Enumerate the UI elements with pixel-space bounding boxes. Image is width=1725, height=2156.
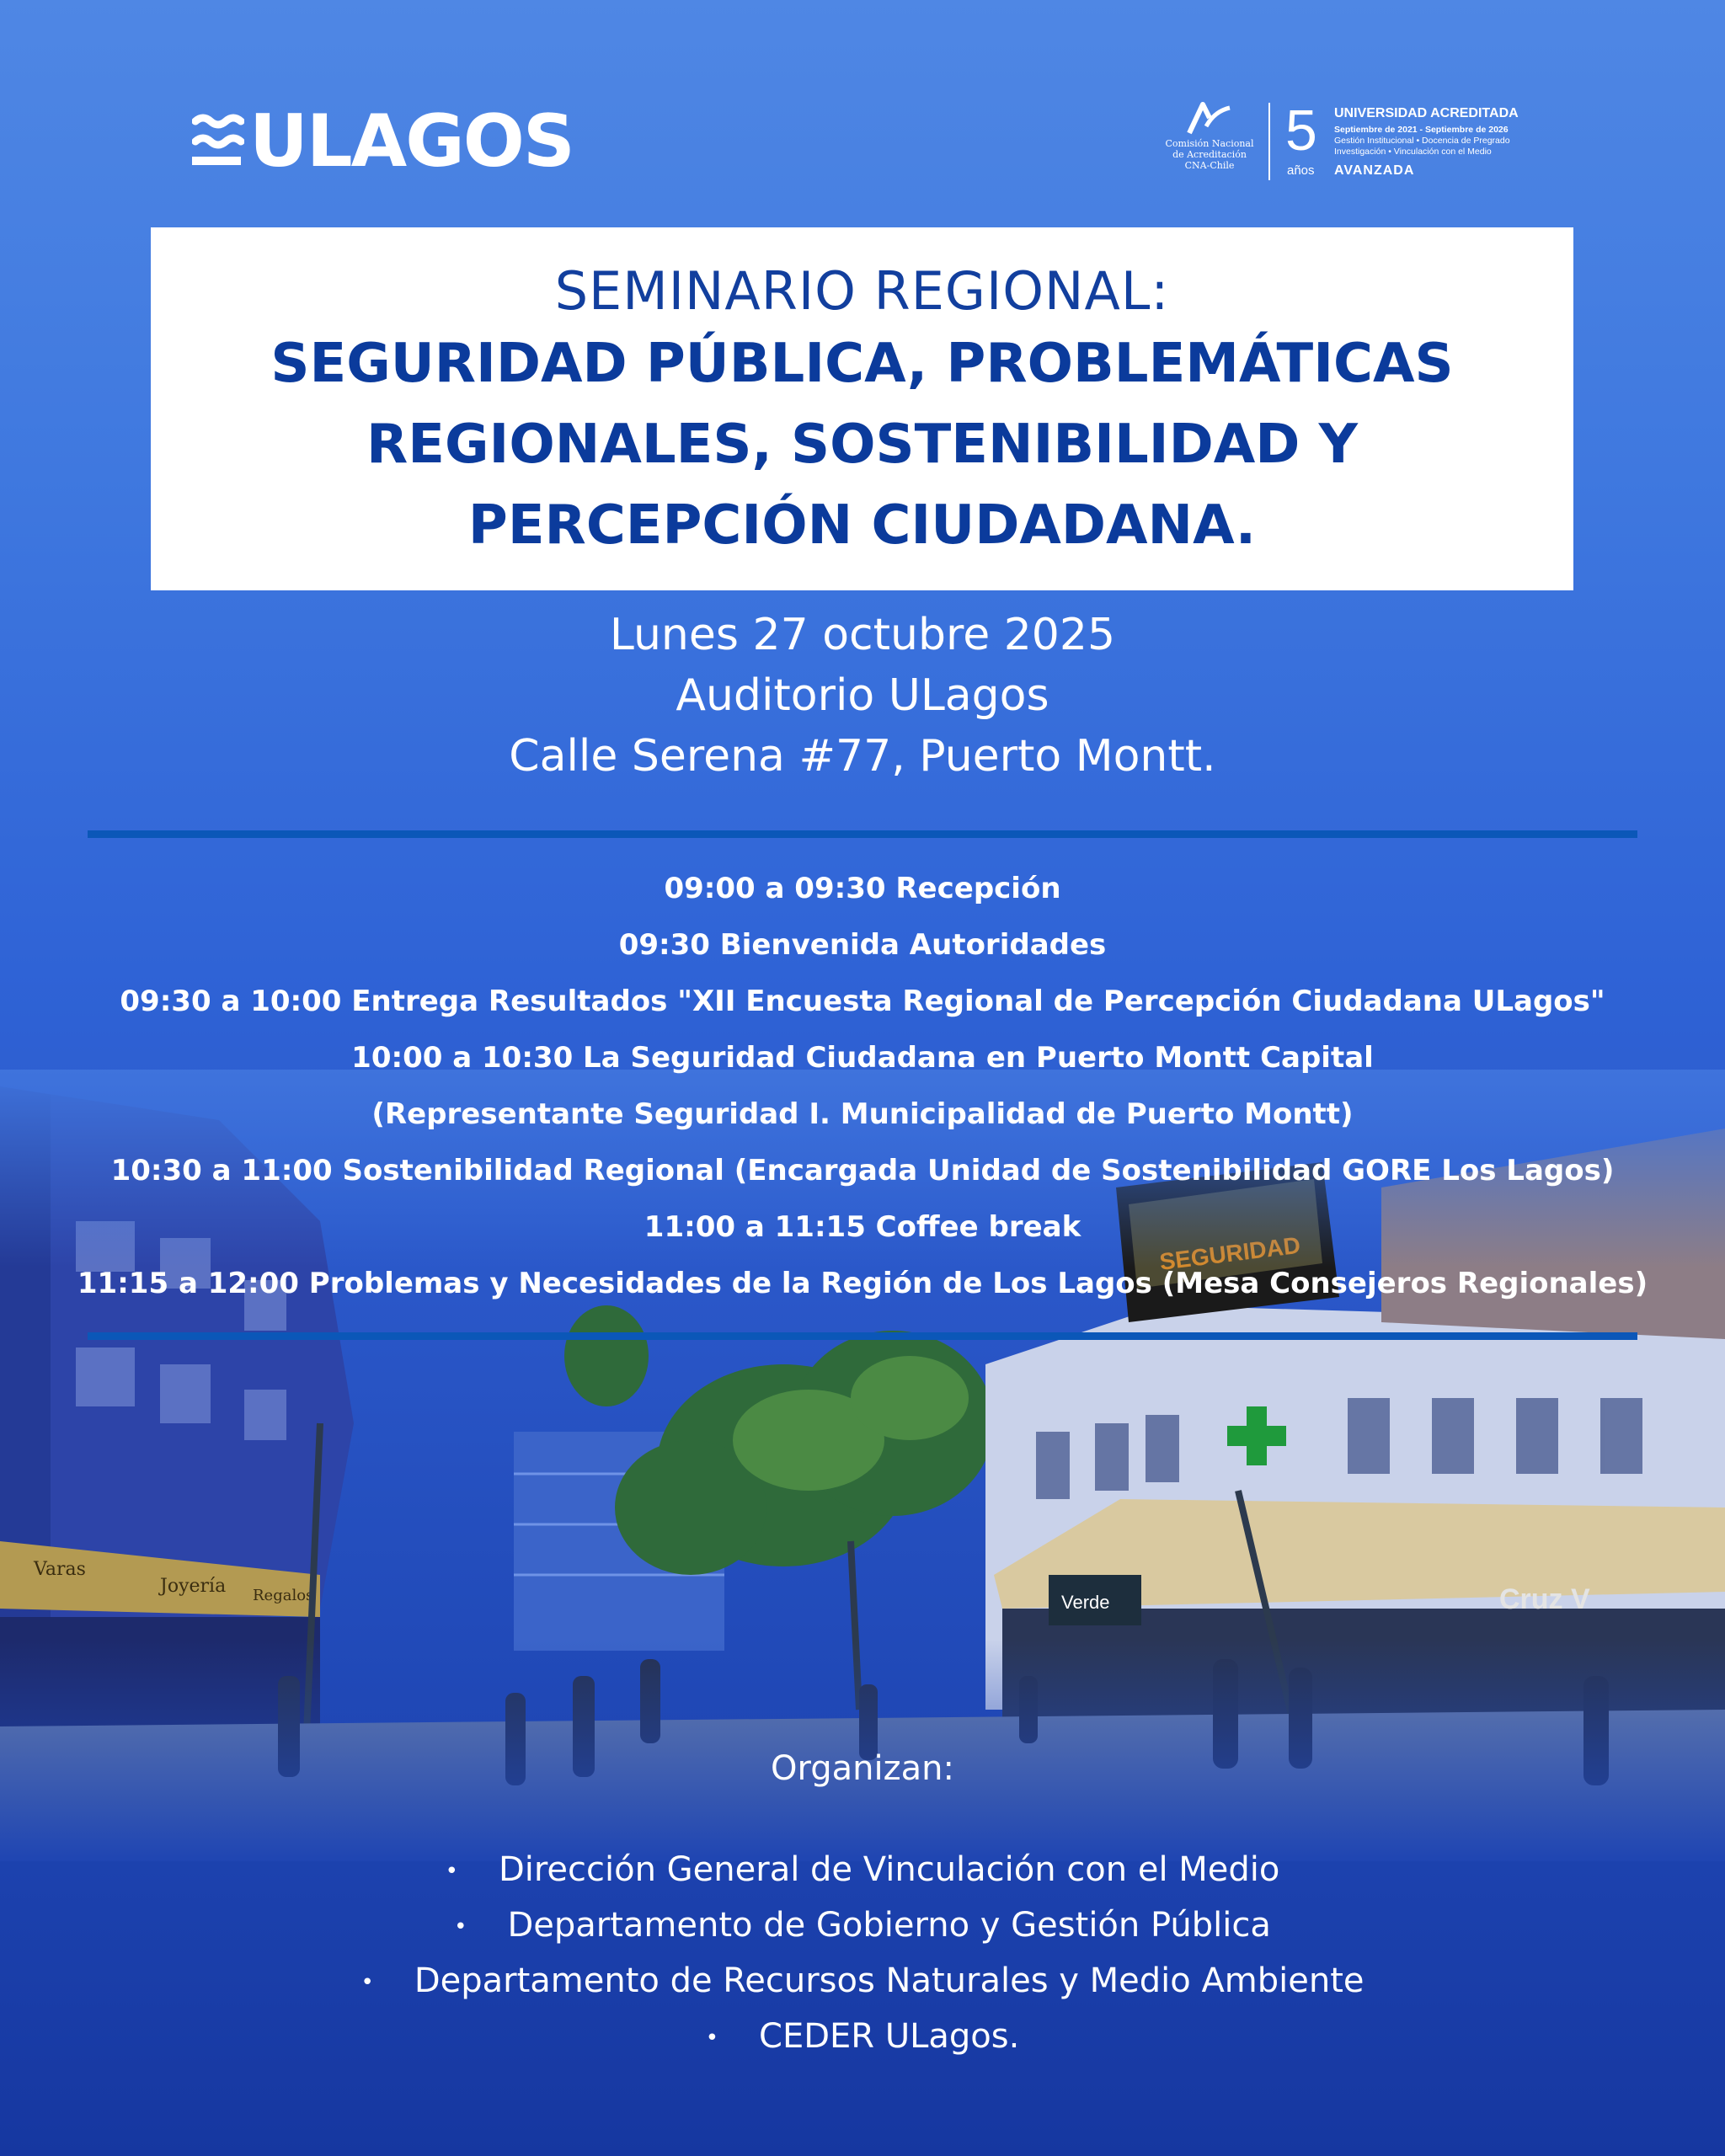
agenda <box>0 861 1725 1312</box>
cna-mark-icon <box>1184 101 1235 135</box>
bullet: • <box>705 2025 719 2051</box>
bullet: • <box>454 1914 467 1940</box>
event-venue: Auditorio ULagos <box>676 670 1049 721</box>
accreditation-period: Septiembre de 2021 - Septiembre de 2026 <box>1334 125 1509 135</box>
title-box <box>151 227 1573 590</box>
accreditation-years: 5 <box>1285 99 1317 163</box>
seminar-title-line-2: REGIONALES, SOSTENIBILIDAD Y <box>366 414 1358 476</box>
seminar-title-line-3: PERCEPCIÓN CIUDADANA. <box>467 494 1257 557</box>
agenda-item: 09:00 a 09:30 Recepción <box>664 872 1061 905</box>
agenda-item: 09:30 Bienvenida Autoridades <box>618 928 1107 962</box>
bullet: • <box>445 1859 458 1884</box>
organizer-name: Departamento de Gobierno y Gestión Pública <box>507 1906 1271 1945</box>
accreditation-level: AVANZADA <box>1334 163 1415 178</box>
accreditation-divider <box>1268 103 1270 180</box>
organizer-item <box>0 1954 1725 2009</box>
divider-top <box>88 830 1637 838</box>
bullet: • <box>360 1970 374 1995</box>
cna-line-2: de Acreditación <box>1172 149 1247 160</box>
agenda-item: (Representante Seguridad I. Municipalidad de Puerto Montt) <box>371 1097 1354 1131</box>
organizer-name: Departamento de Recursos Naturales y Medio Ambiente <box>414 1961 1365 2000</box>
event-address: Calle Serena #77, Puerto Montt. <box>509 731 1216 782</box>
organizer-item <box>0 1898 1725 1954</box>
accreditation-areas-1: Gestión Institucional • Docencia de Pregrado <box>1334 136 1510 146</box>
accreditation-areas-2: Investigación • Vinculación con el Medio <box>1334 147 1492 157</box>
organizers-label: Organizan: <box>771 1749 954 1788</box>
organizer-name: CEDER ULagos. <box>759 2017 1020 2056</box>
logo-wordmark: ULAGOS <box>249 99 574 184</box>
agenda-item: 10:00 a 10:30 La Seguridad Ciudadana en Puerto Montt Capital <box>351 1041 1374 1075</box>
accreditation-title: UNIVERSIDAD ACREDITADA <box>1334 106 1519 120</box>
organizer-item <box>0 2009 1725 2065</box>
organizer-item <box>0 1843 1725 1898</box>
cna-line-3: CNA-Chile <box>1184 160 1235 171</box>
agenda-item: 09:30 a 10:00 Entrega Resultados "XII Encuesta Regional de Percepción Ciudadana ULagos" <box>120 985 1605 1018</box>
seminar-kicker: SEMINARIO REGIONAL: <box>554 260 1170 322</box>
event-info <box>0 605 1725 787</box>
organizers-list <box>0 1843 1725 2065</box>
agenda-item: 10:30 a 11:00 Sostenibilidad Regional (Encargada Unidad de Sostenibilidad GORE Los Lagos) <box>110 1154 1615 1187</box>
ulagos-logo <box>192 99 574 184</box>
cna-logo <box>1159 101 1260 171</box>
waves-icon <box>192 108 244 175</box>
seminar-title-line-1: SEGURIDAD PÚBLICA, PROBLEMÁTICAS <box>270 333 1454 395</box>
accreditation-seal <box>1159 101 1536 185</box>
organizer-name: Dirección General de Vinculación con el Medio <box>498 1850 1280 1889</box>
accreditation-years-label: años <box>1287 163 1315 178</box>
agenda-item: 11:00 a 11:15 Coffee break <box>644 1210 1081 1244</box>
cna-line-1: Comisión Nacional <box>1165 138 1254 149</box>
agenda-item: 11:15 a 12:00 Problemas y Necesidades de la Región de Los Lagos (Mesa Consejeros Regionales) <box>77 1267 1648 1300</box>
event-date: Lunes 27 octubre 2025 <box>609 610 1116 660</box>
divider-bottom <box>88 1332 1637 1340</box>
